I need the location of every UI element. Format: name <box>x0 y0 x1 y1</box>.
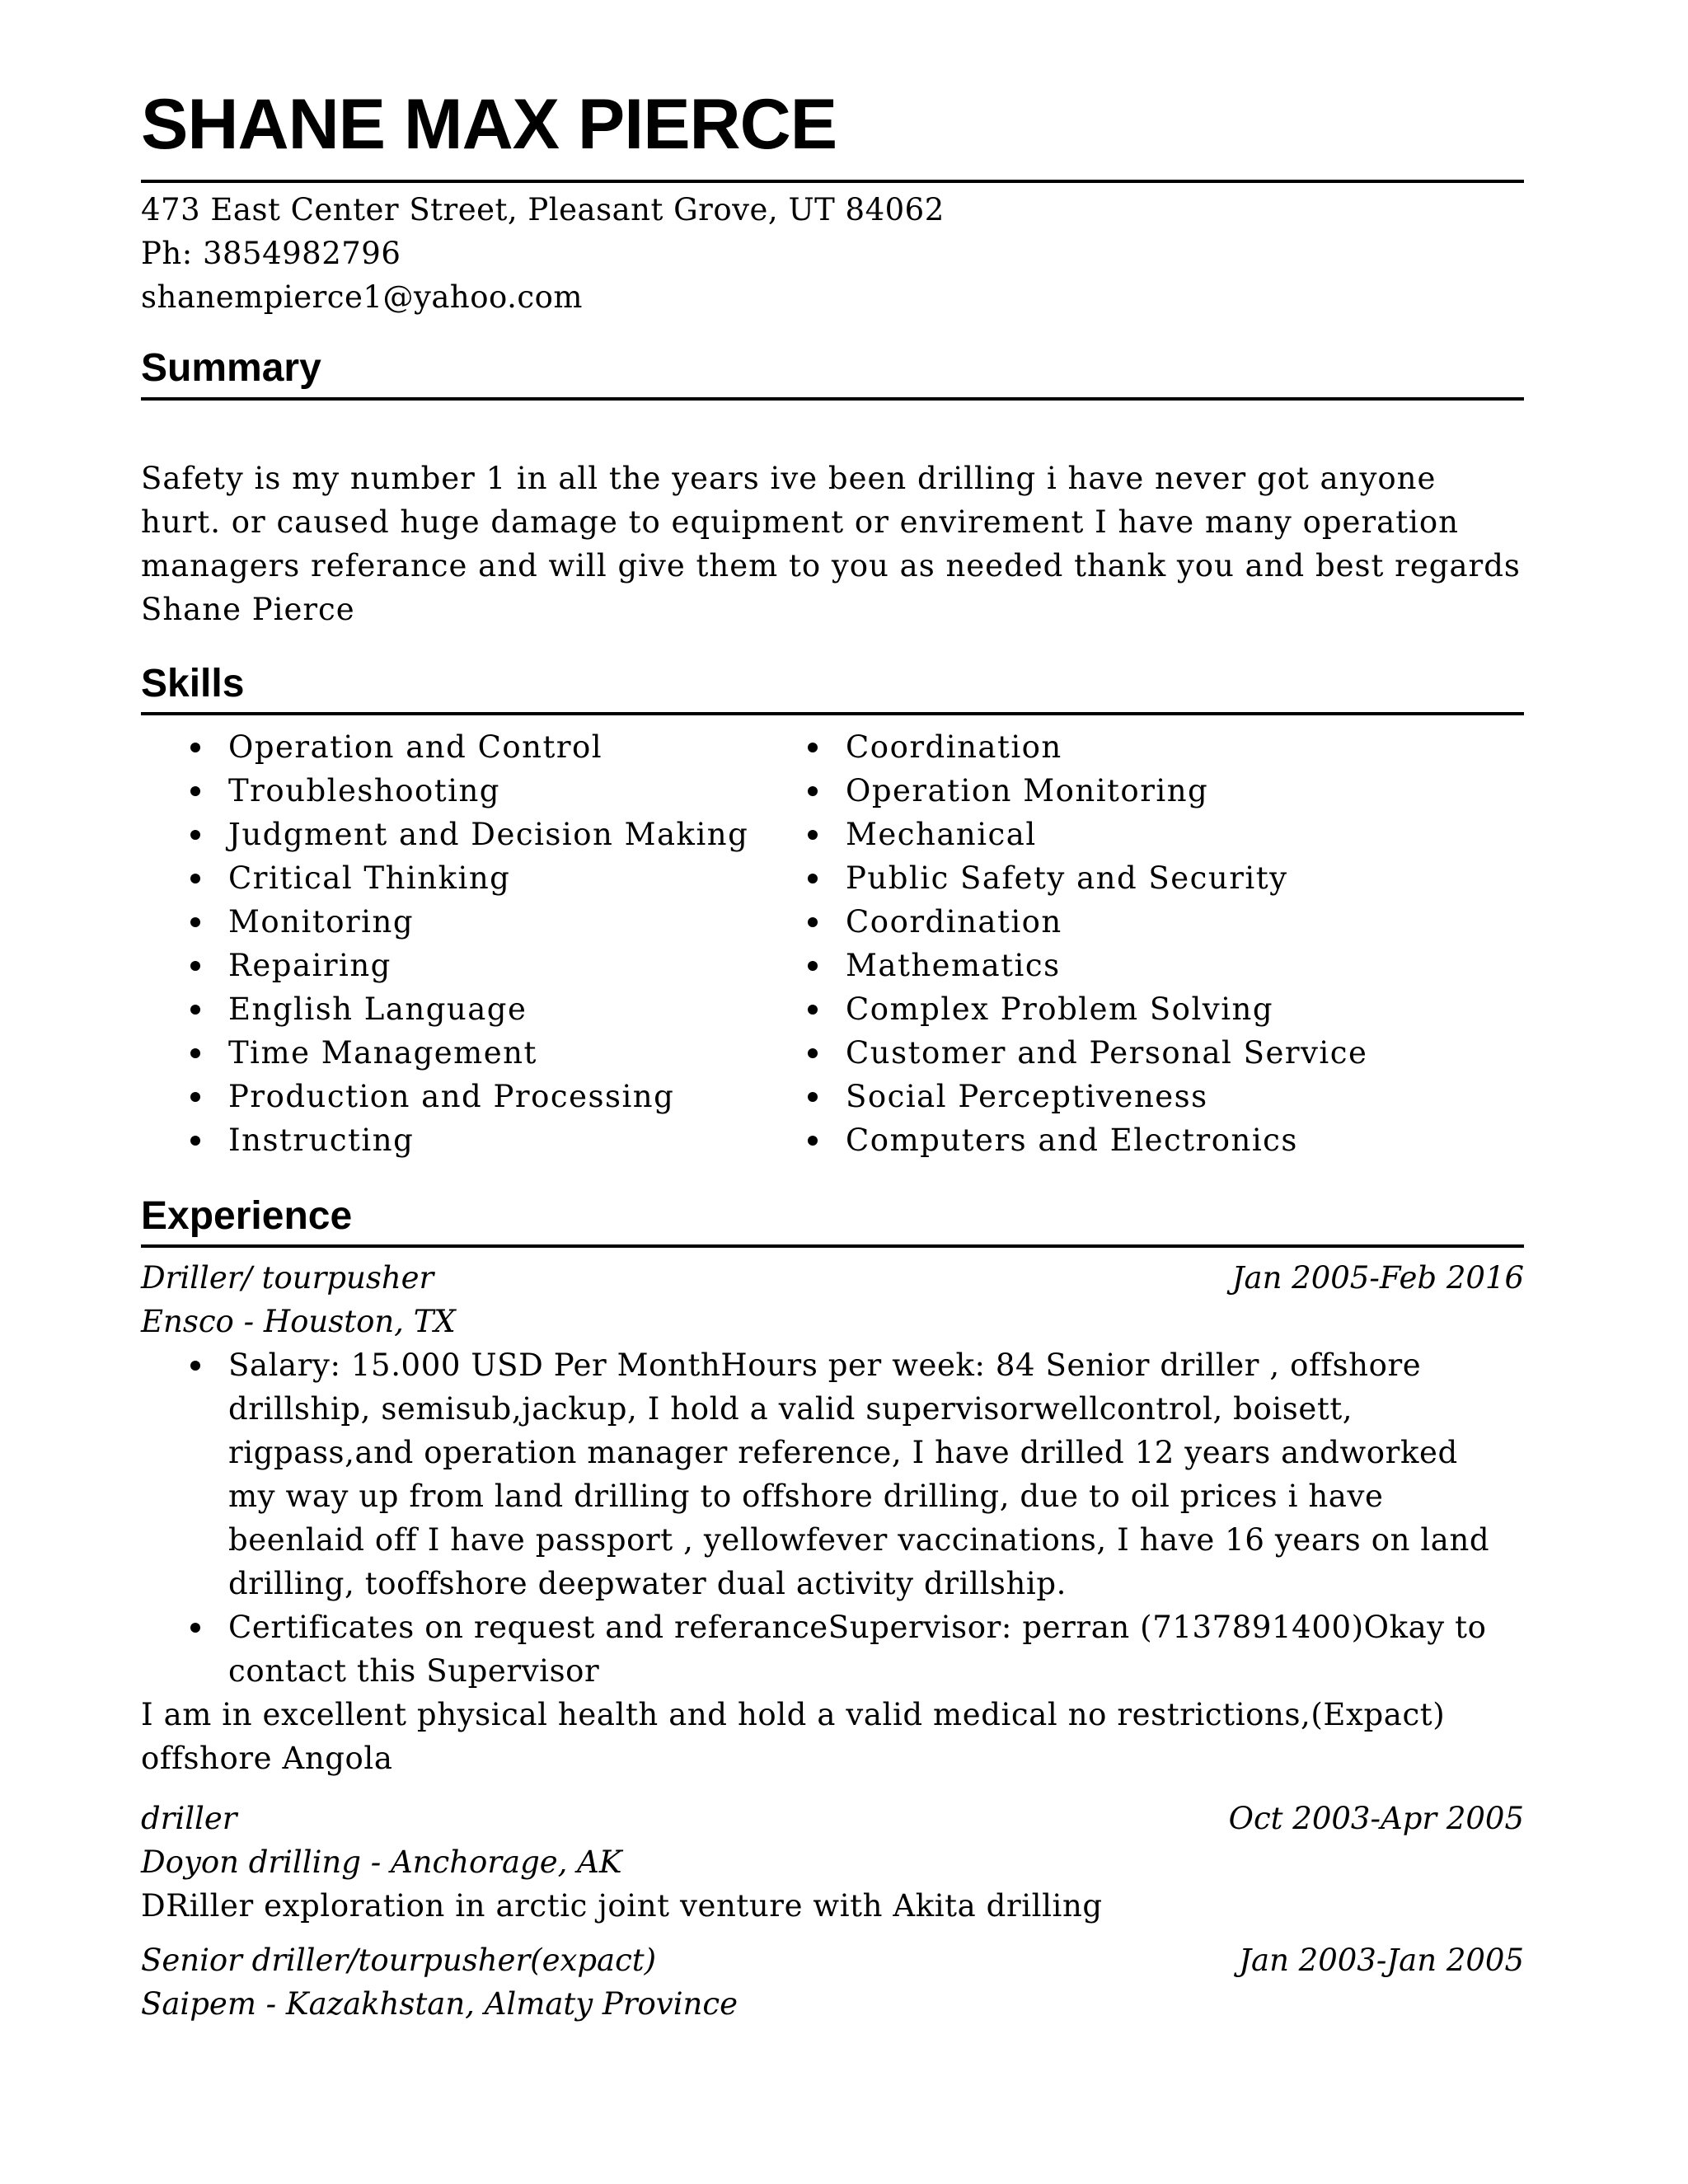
experience-heading: Experience <box>141 1194 353 1238</box>
job-title: Senior driller/tourpusher(expact) <box>141 1943 657 1978</box>
skill-item: Judgment and Decision Making <box>190 813 748 856</box>
bullet-icon <box>808 961 818 971</box>
bullet-icon <box>190 1048 200 1058</box>
summary-line: managers referance and will give them to you as needed thank you and best regards <box>141 548 1521 583</box>
bullet-icon <box>190 1623 200 1633</box>
summary-line: Shane Pierce <box>141 592 355 627</box>
bullet-icon <box>808 1092 818 1102</box>
bullet-icon <box>808 830 818 840</box>
bullet-icon <box>190 830 200 840</box>
skill-item: Production and Processing <box>190 1075 748 1118</box>
bullet-icon <box>190 1005 200 1015</box>
skill-item: Complex Problem Solving <box>808 987 1367 1031</box>
job-entry <box>141 1256 1524 1780</box>
bullet-icon <box>190 1136 200 1146</box>
skill-item: Repairing <box>190 944 748 987</box>
bullet-icon <box>808 743 818 752</box>
address: 473 East Center Street, Pleasant Grove, UT 84062 <box>141 192 945 227</box>
skill-item: Public Safety and Security <box>808 856 1367 900</box>
skill-item: Time Management <box>190 1031 748 1075</box>
bullet-icon <box>190 1361 200 1371</box>
summary-line: Safety is my number 1 in all the years ive been drilling i have never got anyone <box>141 461 1437 496</box>
job-entry <box>141 1797 1524 1928</box>
bullet-icon <box>190 961 200 971</box>
job-company: Saipem - Kazakhstan, Almaty Province <box>141 1986 738 2022</box>
bullet-icon <box>808 1005 818 1015</box>
skill-item: Troubleshooting <box>190 769 748 813</box>
bullet-icon <box>808 1048 818 1058</box>
job-dates: Jan 2003-Jan 2005 <box>1239 1943 1524 1978</box>
job-description: I am in excellent physical health and hold a valid medical no restrictions,(Expact) offshore Angola <box>141 1697 1446 1776</box>
skill-item: English Language <box>190 987 748 1031</box>
skills-heading: Skills <box>141 662 245 705</box>
job-header <box>141 1938 1524 1982</box>
bullet-icon <box>190 786 200 796</box>
bullet-icon <box>190 1092 200 1102</box>
summary-divider <box>141 397 1524 401</box>
experience-divider <box>141 1244 1524 1248</box>
email: shanempierce1@yahoo.com <box>141 279 583 315</box>
job-company-row <box>141 1840 1524 1884</box>
bullet-icon <box>190 874 200 883</box>
job-dates: Oct 2003-Apr 2005 <box>1228 1801 1524 1836</box>
bullet-icon <box>190 917 200 927</box>
candidate-name: SHANE MAX PIERCE <box>141 85 837 164</box>
job-header <box>141 1256 1524 1300</box>
job-bullets <box>141 1343 1524 1693</box>
skill-item: Monitoring <box>190 900 748 944</box>
skill-item: Operation and Control <box>190 725 748 769</box>
bullet-icon <box>808 1136 818 1146</box>
skill-item: Mechanical <box>808 813 1367 856</box>
contact-info <box>141 188 945 319</box>
skill-item: Instructing <box>190 1118 748 1162</box>
skill-item: Critical Thinking <box>190 856 748 900</box>
skill-item: Mathematics <box>808 944 1367 987</box>
skill-item: Computers and Electronics <box>808 1118 1367 1162</box>
skill-item: Operation Monitoring <box>808 769 1367 813</box>
skills-left-column <box>190 725 748 1162</box>
job-entry <box>141 1938 1524 2026</box>
phone: Ph: 3854982796 <box>141 236 401 271</box>
bullet-icon <box>808 917 818 927</box>
skills-right-column <box>808 725 1367 1162</box>
summary-heading: Summary <box>141 346 321 390</box>
job-header <box>141 1797 1524 1840</box>
job-company-row <box>141 1982 1524 2026</box>
job-title: Driller/ tourpusher <box>141 1260 434 1296</box>
summary-line: hurt. or caused huge damage to equipment or envirement I have many operation <box>141 504 1459 540</box>
job-dates: Jan 2005-Feb 2016 <box>1231 1260 1524 1296</box>
job-bullet: Salary: 15.000 USD Per MonthHours per week: 84 Senior driller , offshore drillship, semisub,jackup, I hold a valid supervisorwellcontrol, boisett, rigpass,and operation manager reference, I have drilled 12 years andworked my way up from land drilling to offshore drilling, due to oil prices i have beenlaid off I have passport , yellowfever vaccinations, I have 16 years on land drilling, tooffshore deepwater dual activity drillship. <box>228 1343 1524 1605</box>
bullet-icon <box>808 874 818 883</box>
skills-divider <box>141 712 1524 715</box>
job-title: driller <box>141 1801 237 1836</box>
summary-text <box>141 457 1524 631</box>
bullet-icon <box>190 743 200 752</box>
header-divider <box>141 180 1524 183</box>
skill-item: Coordination <box>808 900 1367 944</box>
skill-item: Customer and Personal Service <box>808 1031 1367 1075</box>
job-bullet: Certificates on request and referanceSupervisor: perran (7137891400)Okay to contact this Supervisor <box>228 1605 1524 1693</box>
skill-item: Coordination <box>808 725 1367 769</box>
job-company: Doyon drilling - Anchorage, AK <box>141 1844 622 1880</box>
bullet-icon <box>808 786 818 796</box>
job-company-row <box>141 1300 1524 1343</box>
job-description: DRiller exploration in arctic joint venture with Akita drilling <box>141 1888 1103 1924</box>
job-company: Ensco - Houston, TX <box>141 1304 456 1339</box>
skill-item: Social Perceptiveness <box>808 1075 1367 1118</box>
